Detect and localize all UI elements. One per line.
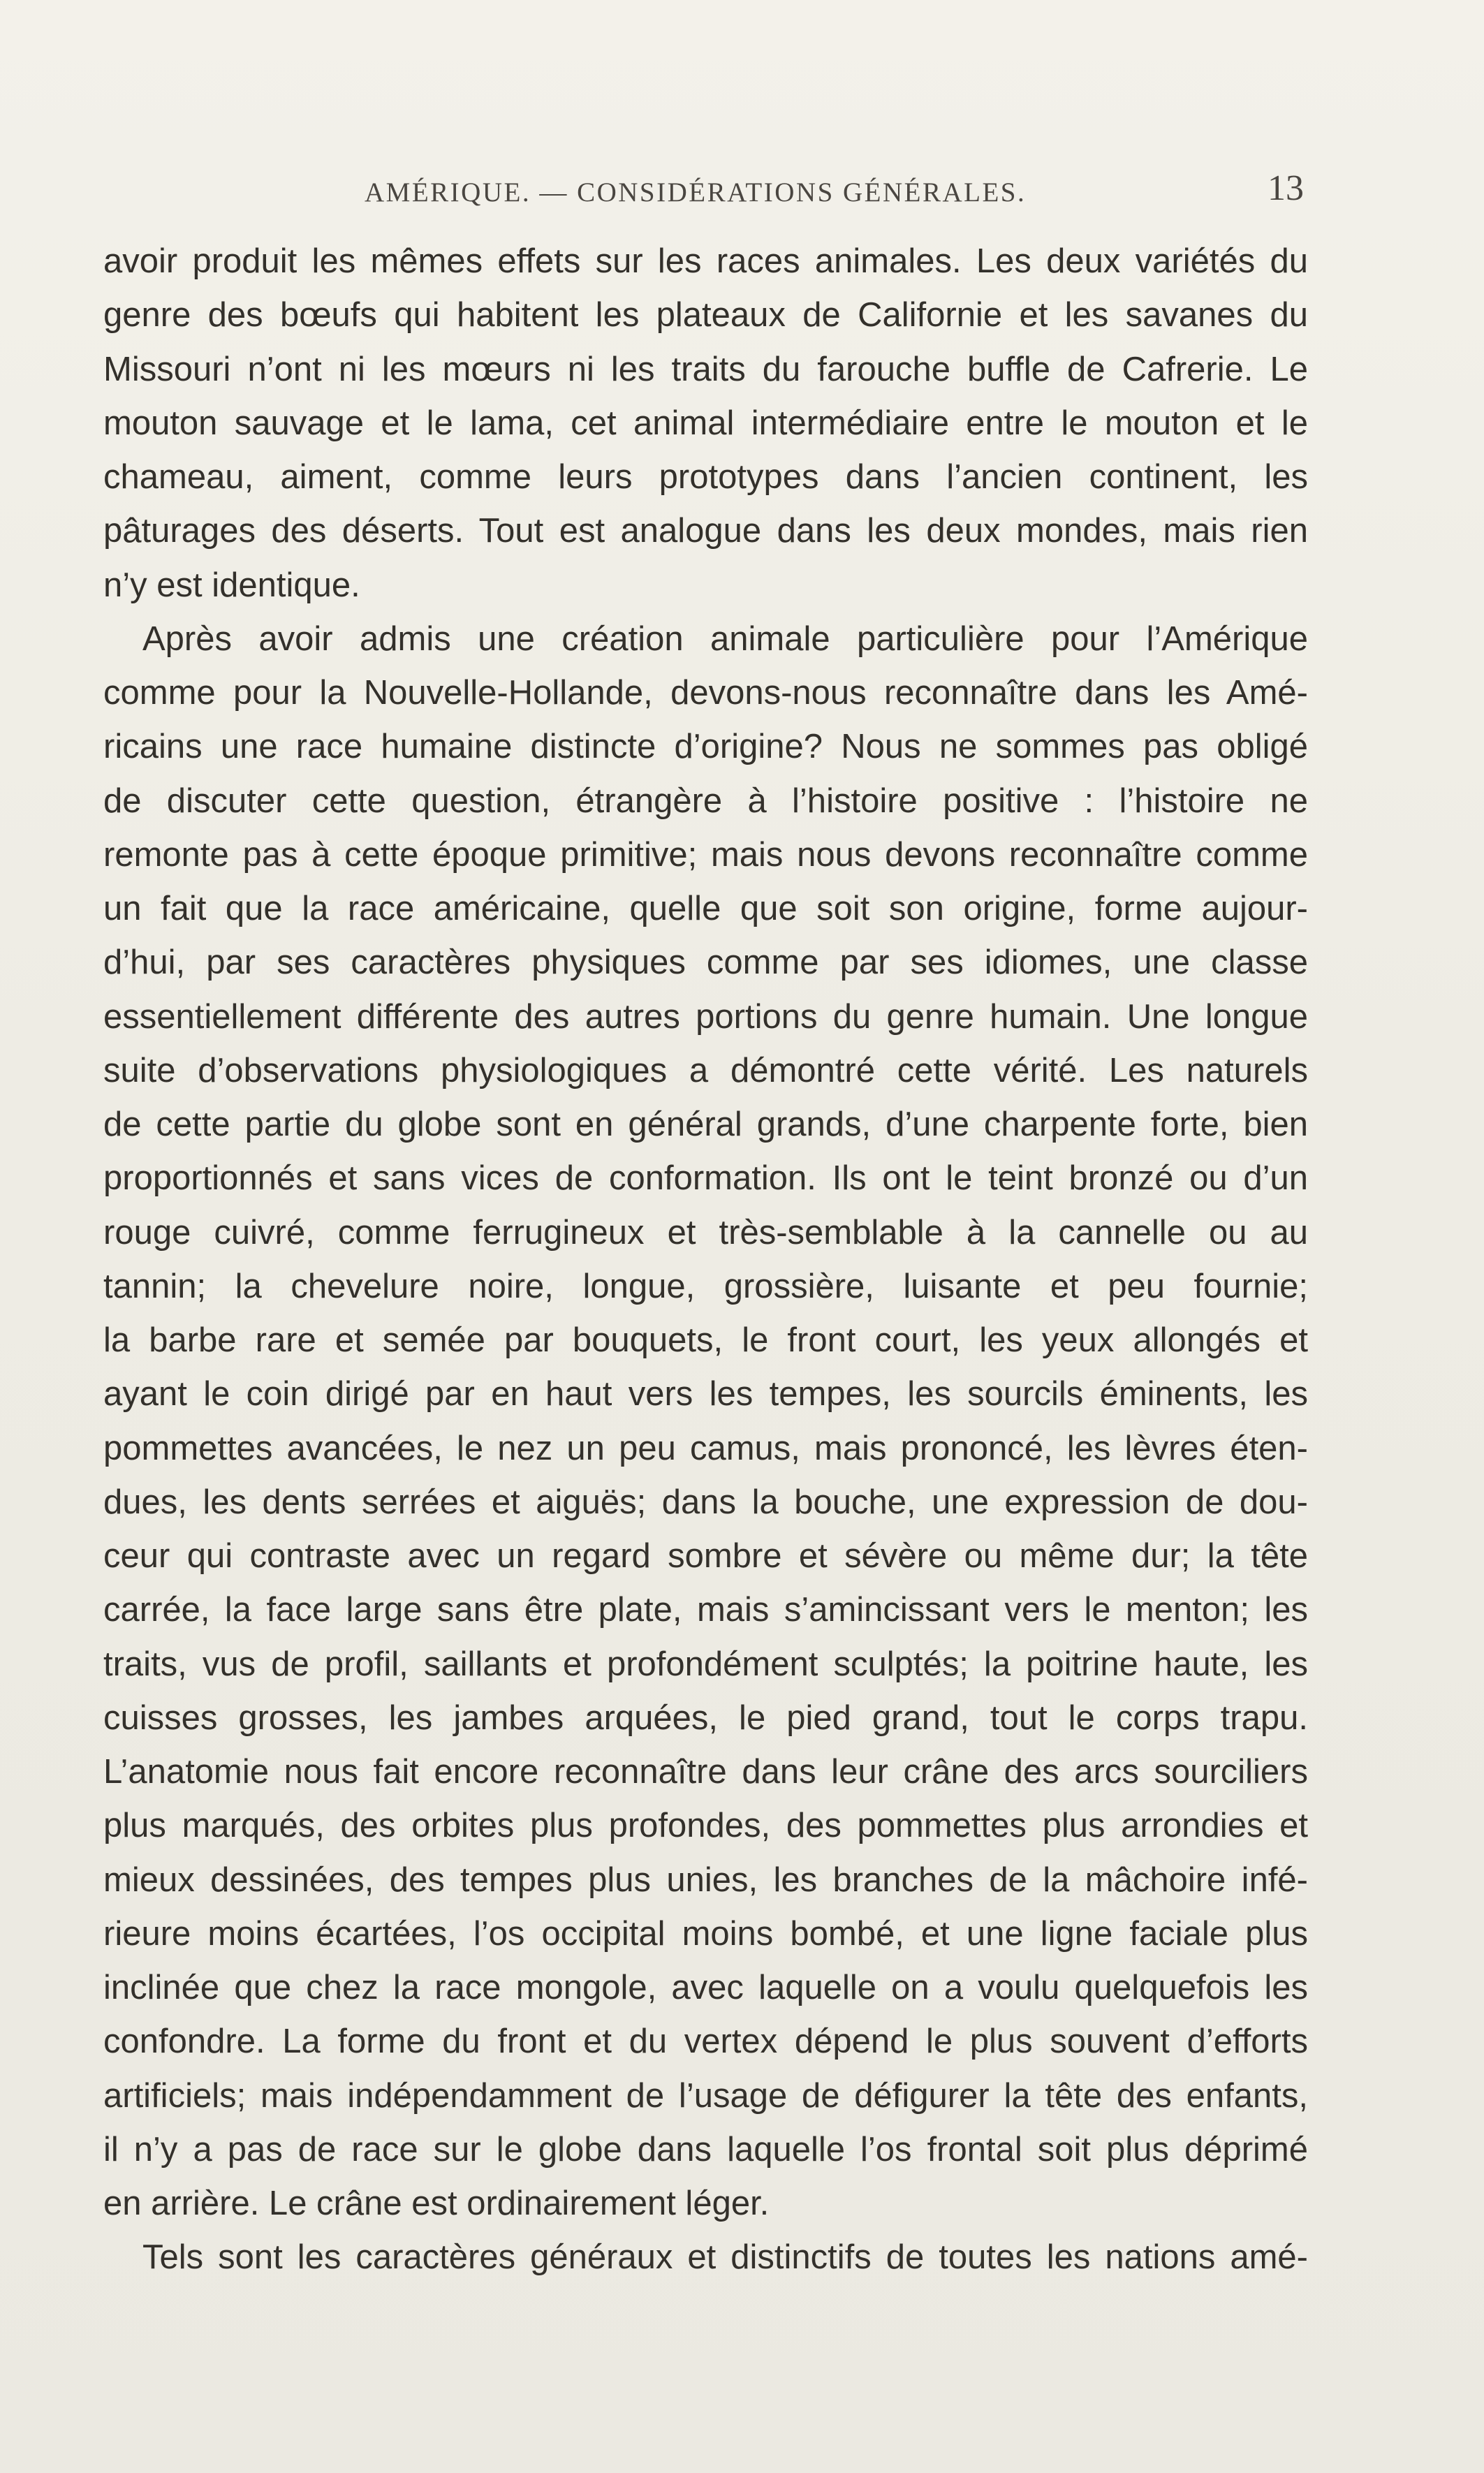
text-line: L’anatomie nous fait encore reconnaître dans leur crâne des arcs sourciliers	[103, 1753, 1308, 1791]
text-line: de discuter cette question, étrangère à l’histoire positive : l’histoire ne	[103, 781, 1308, 820]
text-line: Missouri n’ont ni les mœurs ni les traits du farouche buffle de Cafrerie. Le	[103, 350, 1308, 388]
text-line: ayant le coin dirigé par en haut vers les tempes, les sourcils éminents, les	[103, 1375, 1308, 1414]
text-line: la barbe rare et semée par bouquets, le front court, les yeux allongés et	[103, 1321, 1308, 1359]
running-head	[103, 168, 1308, 210]
text-line: comme pour la Nouvelle-Hollande, devons-nous reconnaître dans les Amé-	[103, 674, 1308, 712]
text-line: rieure moins écartées, l’os occipital moins bombé, et une ligne faciale plus	[103, 1914, 1308, 1953]
text-line: avoir produit les mêmes effets sur les races animales. Les deux variétés du	[103, 242, 1308, 280]
text-line: ricains une race humaine distincte d’origine? Nous ne sommes pas obligé	[103, 728, 1308, 766]
text-line: chameau, aiment, comme leurs prototypes dans l’ancien continent, les	[103, 458, 1308, 496]
text-line: dues, les dents serrées et aiguës; dans la bouche, une expression de dou-	[103, 1483, 1308, 1521]
text-line: remonte pas à cette époque primitive; mais nous devons reconnaître comme	[103, 835, 1308, 874]
text-line: essentiellement différente des autres portions du genre humain. Une longue	[103, 997, 1308, 1036]
text-line: suite d’observations physiologiques a démontré cette vérité. Les naturels	[103, 1051, 1308, 1089]
text-line: pâturages des déserts. Tout est analogue dans les deux mondes, mais rien	[103, 512, 1308, 550]
text-line: de cette partie du globe sont en général grands, d’une charpente forte, bien	[103, 1106, 1308, 1143]
body-text	[103, 235, 1308, 2285]
text-line: pommettes avancées, le nez un peu camus, mais prononcé, les lèvres éten-	[103, 1429, 1308, 1467]
text-line: proportionnés et sans vices de conformation. Ils ont le teint bronzé ou d’un	[103, 1159, 1308, 1198]
text-line: confondre. La forme du front et du vertex dépend le plus souvent d’efforts	[103, 2023, 1308, 2061]
text-line: plus marqués, des orbites plus profondes, des pommettes plus arrondies et	[103, 1807, 1308, 1845]
text-line: il n’y a pas de race sur le globe dans laquelle l’os frontal soit plus déprimé	[103, 2130, 1308, 2169]
text-line: inclinée que chez la race mongole, avec laquelle on a voulu quelquefois les	[103, 1969, 1308, 2006]
text-line: d’hui, par ses caractères physiques comme par ses idiomes, une classe	[103, 944, 1308, 982]
running-title: AMÉRIQUE. — CONSIDÉRATIONS GÉNÉRALES.	[365, 177, 1027, 207]
text-line: mouton sauvage et le lama, cet animal intermédiaire entre le mouton et le	[103, 404, 1308, 442]
page-number: 13	[1268, 168, 1304, 208]
text-line: tannin; la chevelure noire, longue, grossière, luisante et peu fournie;	[103, 1267, 1308, 1305]
paragraph-start-line: Après avoir admis une création animale particulière pour l’Amérique	[142, 619, 1308, 658]
text-line: en arrière. Le crâne est ordinairement léger.	[103, 2185, 770, 2222]
text-line: artificiels; mais indépendamment de l’usage de défigurer la tête des enfants,	[103, 2076, 1308, 2115]
text-line: ceur qui contraste avec un regard sombre et sévère ou même dur; la tête	[103, 1537, 1308, 1575]
text-line: traits, vus de profil, saillants et profondément sculptés; la poitrine haute, les	[103, 1645, 1308, 1683]
text-line: carrée, la face large sans être plate, mais s’amincissant vers le menton; les	[103, 1591, 1308, 1629]
text-line: n’y est identique.	[103, 566, 360, 604]
paragraph-start-line: Tels sont les caractères généraux et distinctifs de toutes les nations amé-	[142, 2238, 1308, 2277]
text-line: rouge cuivré, comme ferrugineux et très-semblable à la cannelle ou au	[103, 1213, 1308, 1252]
text-line: cuisses grosses, les jambes arquées, le pied grand, tout le corps trapu.	[103, 1698, 1308, 1737]
text-line: un fait que la race américaine, quelle que soit son origine, forme aujour-	[103, 890, 1308, 927]
text-line: mieux dessinées, des tempes plus unies, les branches de la mâchoire infé-	[103, 1861, 1308, 1899]
text-line: genre des bœufs qui habitent les plateaux de Californie et les savanes du	[103, 296, 1308, 335]
